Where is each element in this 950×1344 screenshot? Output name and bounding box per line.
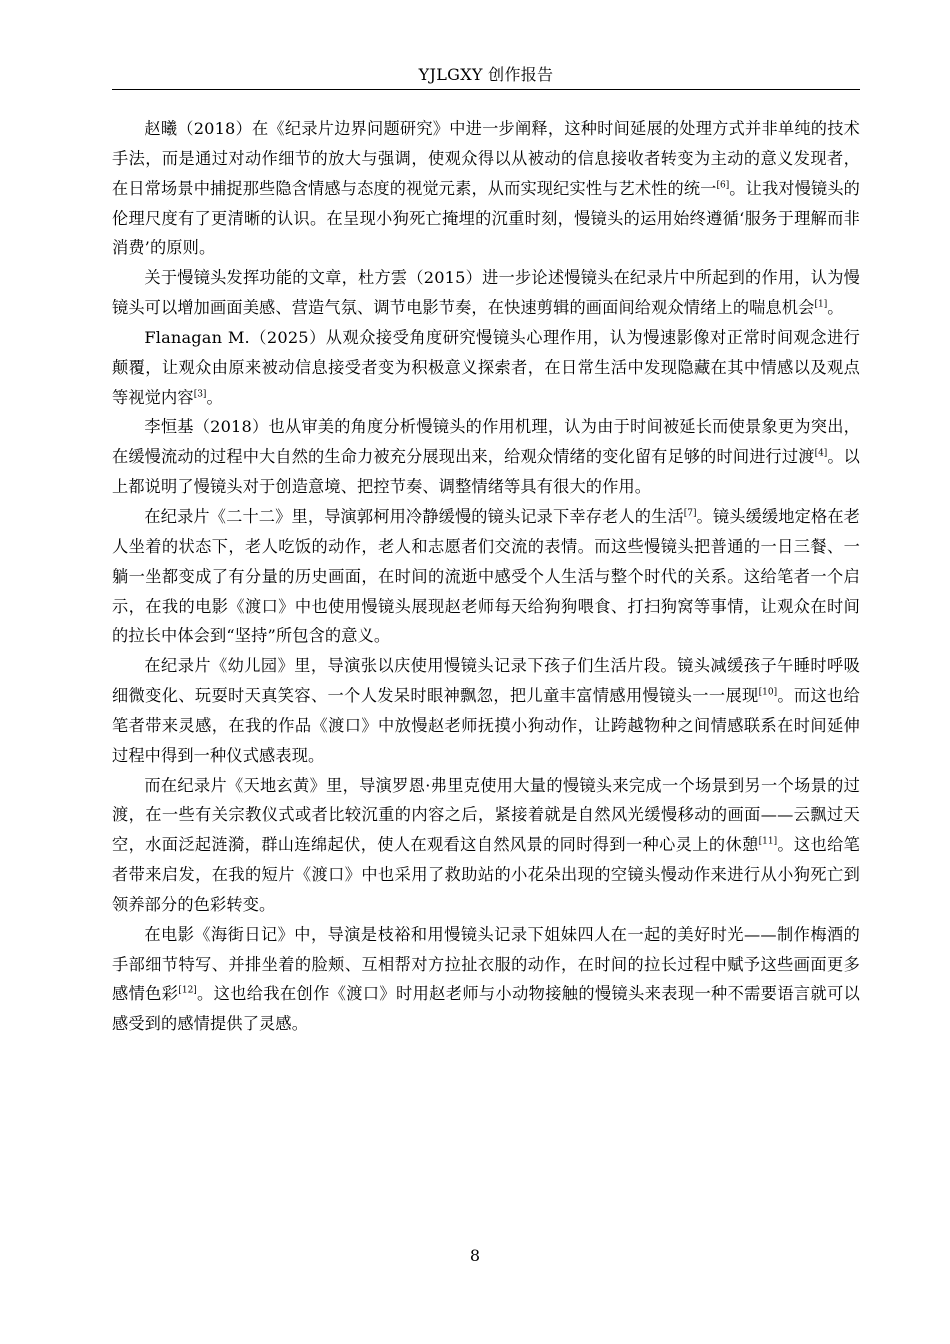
paragraph-text: 在纪录片《幼儿园》里，导演张以庆使用慢镜头记录下孩子们生活片段。镜头减缓孩子午睡时呼吸细微变化、玩耍时天真笑容、一个人发呆时眼神飘忽，把儿童丰富情感用慢镜头一一展现 — [112, 656, 860, 706]
paragraph-text: 。这也给我在创作《渡口》时用赵老师与小动物接触的慢镜头来表现一种不需要语言就可以感受到的感情提供了灵感。 — [112, 984, 860, 1034]
paragraph-text: 。以上都说明了慢镜头对于创造意境、把控节奏、调整情绪等具有很大的作用。 — [112, 447, 860, 497]
paragraph-text: 在电影《海街日记》中，导演是枝裕和用慢镜头记录下姐妹四人在一起的美好时光——制作梅酒的手部细节特写、并排坐着的脸颊、互相帮对方拉扯衣服的动作，在时间的拉长过程中赋予这些画面更多感情色彩 — [112, 924, 860, 1004]
citation-ref: [7] — [683, 508, 697, 519]
paragraph — [112, 502, 860, 651]
paragraph — [112, 114, 860, 263]
page-header: YJLGXY 创作报告 — [418, 65, 554, 84]
citation-ref: [1] — [814, 299, 828, 310]
citation-ref: [12] — [178, 986, 197, 997]
paragraph — [112, 920, 860, 1039]
paragraph-text: 关于慢镜头发挥功能的文章，杜方雲（2015）进一步论述慢镜头在纪录片中所起到的作用，认为慢镜头可以增加画面美感、营造气氛、调节电影节奏，在快速剪辑的画面间给观众情绪上的喘息机会 — [112, 268, 860, 318]
paragraph-text: 赵曦（2018）在《纪录片边界问题研究》中进一步阐释，这种时间延展的处理方式并非单纯的技术手法，而是通过对动作细节的放大与强调，使观众得以从被动的信息接收者转变为主动的意义发现者，在日常场景中捕捉那些隐含情感与态度的视觉元素，从而实现纪实性与艺术性的统一 — [112, 119, 860, 198]
page-number: 8 — [469, 1246, 481, 1265]
paragraph — [112, 263, 860, 323]
paragraph — [112, 412, 860, 502]
paragraph-text: 。 — [827, 298, 844, 318]
citation-ref: [3] — [193, 389, 207, 400]
paragraph — [112, 651, 860, 770]
paragraph — [112, 771, 860, 920]
paragraph-text: 李恒基（2018）也从审美的角度分析慢镜头的作用机理，认为由于时间被延长而使景象更为突出，在缓慢流动的过程中大自然的生命力被充分展现出来，给观众情绪的变化留有足够的时间进行过渡 — [112, 417, 860, 467]
paragraph-text: 。这也给笔者带来启发，在我的短片《渡口》中也采用了救助站的小花朵出现的空镜头慢动作来进行从小狗死亡到领养部分的色彩转变。 — [112, 835, 860, 914]
citation-ref: [6] — [716, 180, 730, 191]
paragraph-text: 。而这也给笔者带来灵感，在我的作品《渡口》中放慢赵老师抚摸小狗动作，让跨越物种之间情感联系在时间延伸过程中得到一种仪式感表现。 — [112, 686, 860, 765]
citation-ref: [4] — [814, 448, 828, 459]
paragraph-text: 。 — [206, 387, 223, 407]
paragraph-text: 。让我对慢镜头的伦理尺度有了更清晰的认识。在呈现小狗死亡掩埋的沉重时刻，慢镜头的运用始终遵循‘服务于理解而非消费’的原则。 — [112, 178, 860, 258]
body-text — [112, 114, 860, 1039]
paragraph — [112, 323, 860, 413]
paragraph-text: 。镜头缓缓地定格在老人坐着的状态下，老人吃饭的动作，老人和志愿者们交流的表情。而这些慢镜头把普通的一日三餐、一躺一坐都变成了有分量的历史画面，在时间的流逝中感受个人生活与整个时代的关系。这给笔者一个启示，在我的电影《渡口》中也使用慢镜头展现赵老师每天给狗狗喂食、打扫狗窝等事情，让观众在时间的拉长中体会到“坚持”所包含的意义。 — [112, 506, 861, 646]
citation-ref: [11] — [758, 836, 778, 847]
paragraph-text: 在纪录片《二十二》里，导演郭柯用冷静缓慢的镜头记录下幸存老人的生活 — [144, 506, 684, 526]
header-rule — [112, 89, 860, 90]
paragraph-text: 而在纪录片《天地玄黄》里，导演罗恩·弗里克使用大量的慢镜头来完成一个场景到另一个场景的过渡，在一些有关宗教仪式或者比较沉重的内容之后，紧接着就是自然风光缓慢移动的画面——云飘过天空，水面泛起涟漪，群山连绵起伏，使人在观看这自然风景的同时得到一种心灵上的休憩 — [112, 775, 860, 855]
paragraph-text: Flanagan M.（2025）从观众接受角度研究慢镜头心理作用，认为慢速影像对正常时间观念进行颠覆，让观众由原来被动信息接受者变为积极意义探索者，在日常生活中发现隐藏在其中情感以及观点等视觉内容 — [112, 327, 860, 407]
citation-ref: [10] — [758, 687, 778, 698]
